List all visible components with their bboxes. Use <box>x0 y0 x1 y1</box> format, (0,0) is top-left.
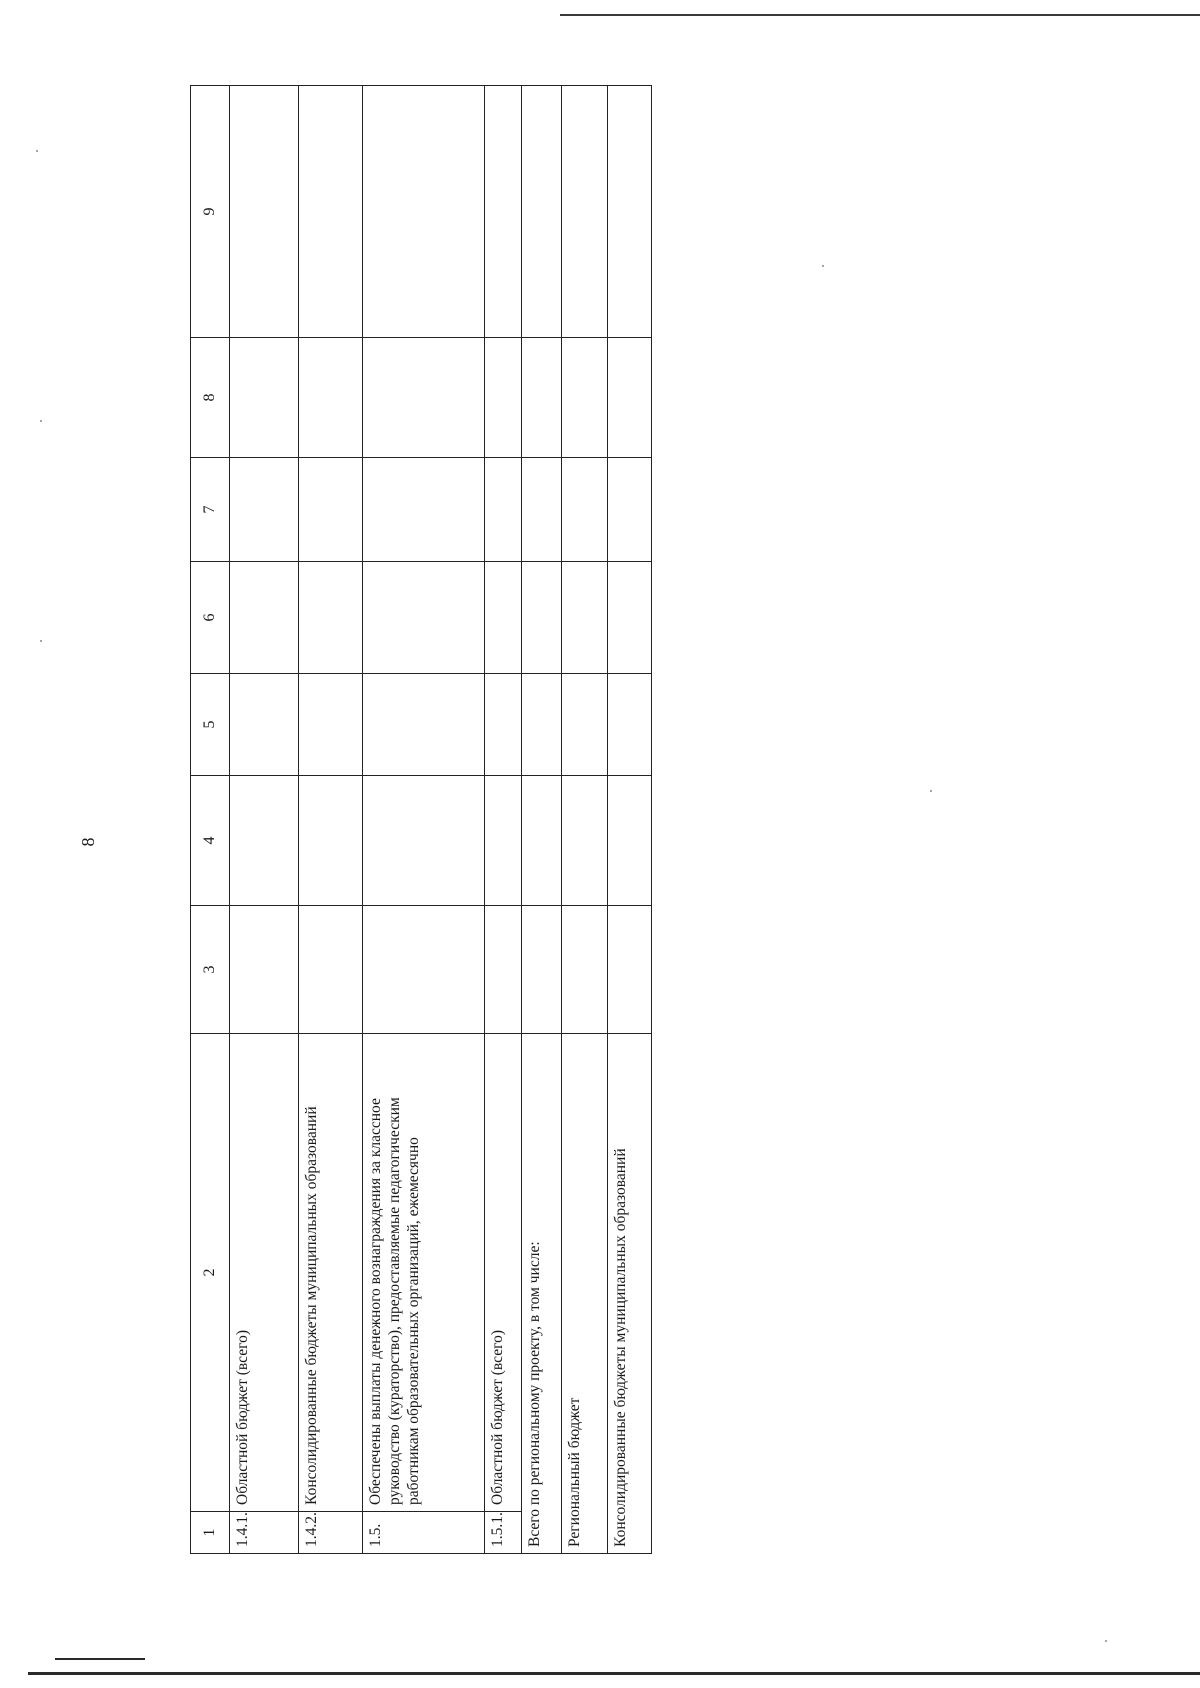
empty-cell <box>562 562 608 674</box>
empty-cell <box>608 674 652 776</box>
header-cell: 1 <box>191 1512 230 1554</box>
empty-cell <box>484 776 522 906</box>
empty-cell <box>298 562 363 674</box>
empty-cell <box>484 338 522 458</box>
header-cell: 6 <box>191 562 230 674</box>
empty-cell <box>229 776 298 906</box>
rotated-table-container <box>190 86 652 1554</box>
empty-cell <box>562 776 608 906</box>
empty-cell <box>298 458 363 562</box>
row-number: 1.5.1. <box>484 1512 522 1554</box>
table-row <box>363 86 484 1554</box>
header-cell: 8 <box>191 338 230 458</box>
empty-cell <box>562 458 608 562</box>
empty-cell <box>608 776 652 906</box>
empty-cell <box>484 674 522 776</box>
page-number: 8 <box>78 837 98 847</box>
empty-cell <box>562 338 608 458</box>
empty-cell <box>363 674 484 776</box>
empty-cell <box>522 562 562 674</box>
scan-edge-top <box>560 14 1200 16</box>
header-cell: 9 <box>191 86 230 338</box>
header-row <box>191 86 230 1554</box>
header-cell: 3 <box>191 906 230 1034</box>
empty-cell <box>522 674 562 776</box>
header-cell: 5 <box>191 674 230 776</box>
empty-cell <box>229 338 298 458</box>
summary-label: Всего по региональному проекту, в том числе: <box>522 1034 562 1554</box>
empty-cell <box>608 562 652 674</box>
empty-cell <box>363 338 484 458</box>
scan-speck <box>822 265 824 267</box>
row-label: Областной бюджет (всего) <box>484 1034 522 1512</box>
empty-cell <box>484 906 522 1034</box>
empty-cell <box>562 674 608 776</box>
scan-speck <box>1105 1640 1107 1642</box>
empty-cell <box>363 458 484 562</box>
empty-cell <box>229 562 298 674</box>
header-cell: 4 <box>191 776 230 906</box>
scan-edge-bottom <box>28 1672 1200 1675</box>
empty-cell <box>608 906 652 1034</box>
summary-row <box>562 86 608 1554</box>
summary-label: Региональный бюджет <box>562 1034 608 1554</box>
empty-cell <box>522 776 562 906</box>
empty-cell <box>229 674 298 776</box>
empty-cell <box>363 86 484 338</box>
empty-cell <box>562 86 608 338</box>
empty-cell <box>608 86 652 338</box>
empty-cell <box>562 906 608 1034</box>
table-row <box>298 86 363 1554</box>
empty-cell <box>229 458 298 562</box>
empty-cell <box>484 562 522 674</box>
empty-cell <box>229 86 298 338</box>
empty-cell <box>608 458 652 562</box>
summary-row <box>522 86 562 1554</box>
empty-cell <box>298 674 363 776</box>
empty-cell <box>229 906 298 1034</box>
table-row <box>484 86 522 1554</box>
row-number: 1.4.2. <box>298 1512 363 1554</box>
empty-cell <box>522 338 562 458</box>
empty-cell <box>484 458 522 562</box>
empty-cell <box>363 906 484 1034</box>
empty-cell <box>363 562 484 674</box>
empty-cell <box>298 86 363 338</box>
empty-cell <box>298 776 363 906</box>
header-cell: 7 <box>191 458 230 562</box>
scan-speck <box>40 420 42 422</box>
row-label: Обеспечены выплаты денежного вознаграждения за классное руководство (кураторство), предоставляемые педагогическим работникам образовательных организаций, ежемесячно <box>363 1034 484 1512</box>
empty-cell <box>522 86 562 338</box>
empty-cell <box>522 906 562 1034</box>
budget-table <box>190 85 652 1554</box>
scan-speck <box>36 150 38 152</box>
row-label: Областной бюджет (всего) <box>229 1034 298 1512</box>
empty-cell <box>298 338 363 458</box>
row-number: 1.5. <box>363 1512 484 1554</box>
empty-cell <box>484 86 522 338</box>
empty-cell <box>522 458 562 562</box>
empty-cell <box>298 906 363 1034</box>
scan-edge-mark <box>55 1658 145 1660</box>
summary-row <box>608 86 652 1554</box>
summary-label: Консолидированные бюджеты муниципальных образований <box>608 1034 652 1554</box>
header-cell: 2 <box>191 1034 230 1512</box>
empty-cell <box>363 776 484 906</box>
scan-speck <box>930 790 932 792</box>
scan-speck <box>40 640 42 642</box>
row-label: Консолидированные бюджеты муниципальных образований <box>298 1034 363 1512</box>
empty-cell <box>608 338 652 458</box>
table-row <box>229 86 298 1554</box>
row-number: 1.4.1. <box>229 1512 298 1554</box>
